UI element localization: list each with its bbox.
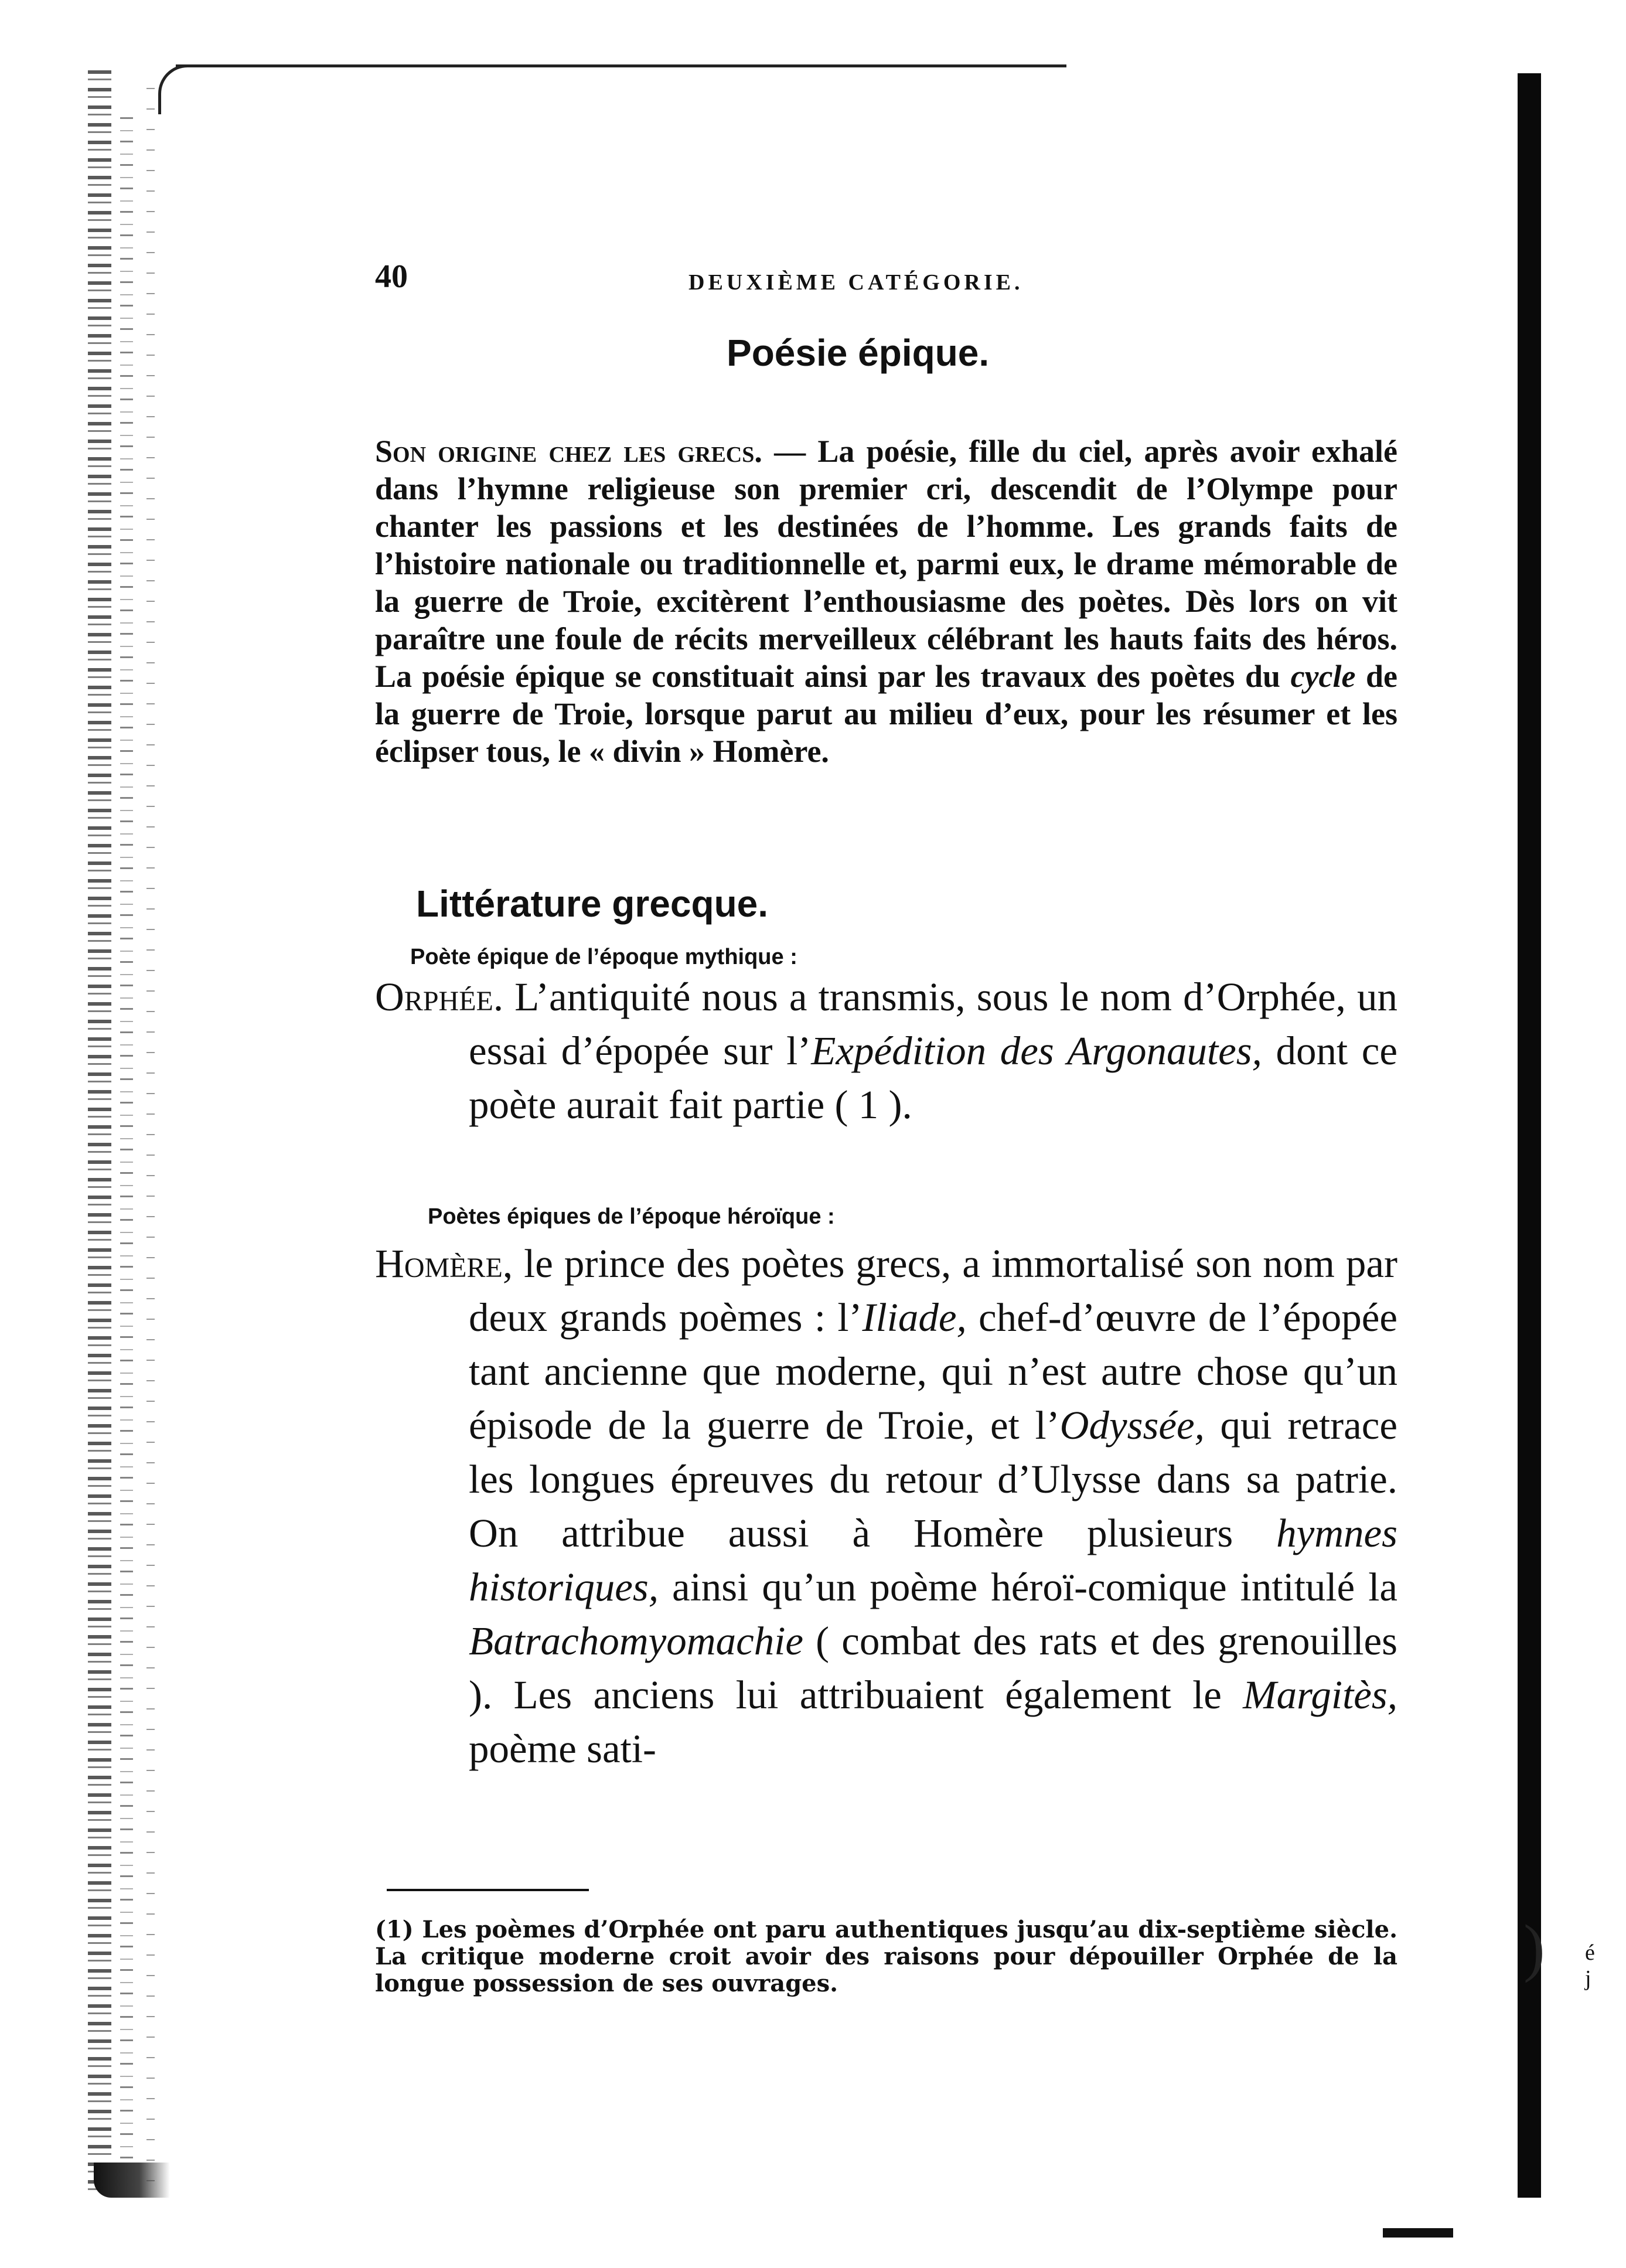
work-title: Odyssée, [1059, 1403, 1205, 1448]
footnote-rule [387, 1889, 589, 1891]
scan-edge-binding-inner [120, 117, 133, 2180]
entry-text: qui retrace les longues épreuves du retour d’Ulysse dans sa patrie. On attribue aussi à Homère plusieurs [469, 1403, 1397, 1555]
work-title: Batrachomyomachie [469, 1619, 804, 1663]
entry-text: dont ce poète aurait fait partie ( 1 ). [469, 1029, 1398, 1127]
entry-homere [375, 1237, 1397, 1776]
work-title: hymnes historiques, [469, 1511, 1397, 1609]
entry-text: L’antiquité nous a transmis, sous le nom d’Orphée, un essai d’épopée sur l’ [469, 975, 1397, 1073]
bottom-left-scan-blot [94, 2163, 170, 2198]
section-title: Poésie épique. [727, 332, 990, 374]
entry-text: poème sati- [469, 1726, 656, 1771]
margin-letter: é [1585, 1940, 1595, 1965]
scan-edge-binding-line [146, 88, 155, 2186]
top-border-rule [176, 64, 1066, 67]
right-scan-shadow [1518, 73, 1541, 2198]
intro-lead: Son origine chez les grecs. [375, 434, 762, 469]
entry-name: Orphée. [375, 975, 504, 1019]
intro-cycle-word: cycle [1290, 659, 1356, 694]
epoch-label-mythic: Poète épique de l’époque mythique : [410, 945, 797, 969]
epoch-label-heroic: Poètes épiques de l’époque héroïque : [428, 1204, 835, 1229]
scan-edge-binding [88, 70, 111, 2192]
entry-text: le prince des poètes grecs, a immortalisé son nom par deux grands poèmes : l’ [469, 1241, 1397, 1340]
work-title: Iliade, [862, 1295, 967, 1340]
page-header [375, 258, 1137, 305]
intro-paragraph [375, 433, 1397, 770]
footnote: (1) Les poèmes d’Orphée ont paru authentiques jusqu’au dix-septième siècle. La critique moderne croit avoir des raisons pour dépouiller Orphée de la longue possession de ses ouvrages. [375, 1916, 1397, 1997]
margin-bracket: ) [1523, 1912, 1545, 1983]
intro-text: — La poésie, fille du ciel, après avoir exhalé dans l’hymne religieuse son premier cri, descendit de l’Olympe pour chanter les passions et les destinées de l’homme. Les grands faits de l’histoire nationale ou traditionnelle et, parmi eux, le drame mémorable de la guerre de Troie, excitèrent l’enthousiasme des poètes. Dès lors on vit paraître une foule de récits merveilleux célébrant les hauts faits des héros. La poésie épique se constituait ainsi par les travaux des poètes du [375, 434, 1397, 694]
intro-text-end: de la guerre de Troie, lorsque parut au milieu d’eux, pour les résumer et les éclipser tous, le « divin » Homère. [375, 659, 1398, 769]
margin-letter: j [1585, 1966, 1591, 1991]
entry-text: ( combat des rats et des grenouilles ). Les anciens lui attribuaient également le [469, 1619, 1397, 1717]
work-title: Margitès, [1243, 1673, 1397, 1717]
entry-name: Homère, [375, 1241, 513, 1286]
page-number: 40 [375, 258, 408, 295]
work-title: Expédition des Argonautes, [811, 1029, 1262, 1073]
page-corner-curl [158, 64, 196, 114]
entry-text: chef-d’œuvre de l’épopée tant ancienne que moderne, qui n’est autre chose qu’un épisode de la guerre de Troie, et l’ [469, 1295, 1397, 1448]
subsection-title: Littérature grecque. [416, 883, 769, 925]
entry-orphee [375, 970, 1397, 1132]
entry-text: ainsi qu’un poème héroï-comique intitulé la [658, 1565, 1397, 1609]
running-head: DEUXIÈME CATÉGORIE. [688, 270, 1024, 295]
margin-letters [1585, 1940, 1595, 1991]
bottom-scan-mark [1383, 2228, 1453, 2238]
